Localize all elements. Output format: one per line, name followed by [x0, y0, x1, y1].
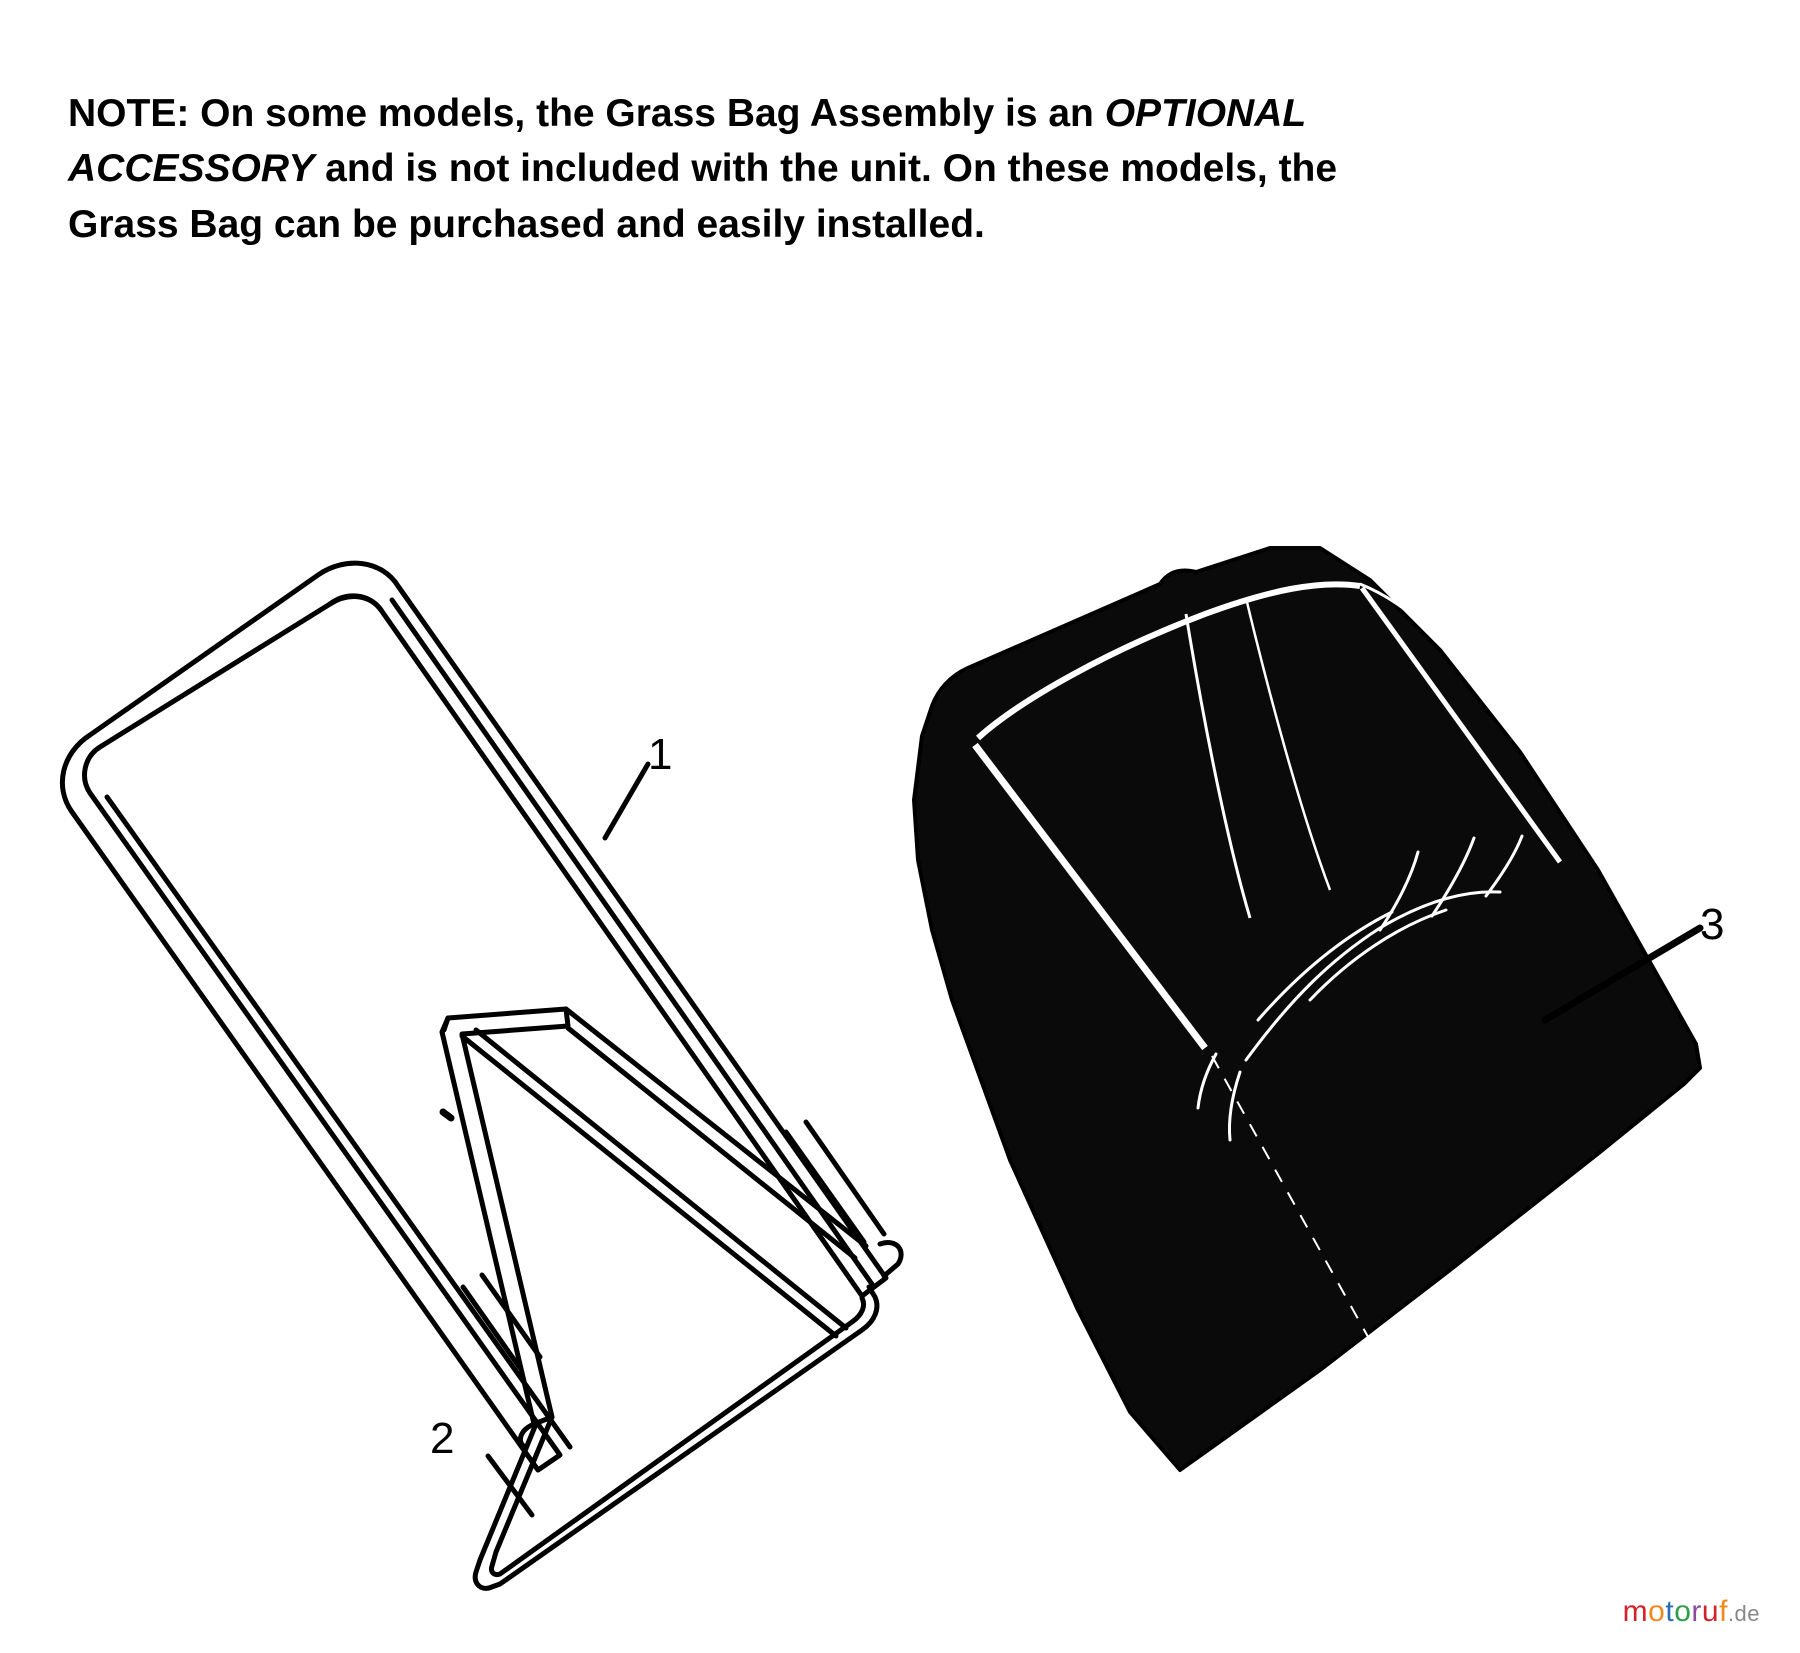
watermark-letter-t: t	[1665, 1595, 1675, 1628]
callout-1-leader	[605, 764, 648, 838]
frame-lower-support-diagonal-2	[568, 1028, 855, 1258]
motoruf-watermark	[1623, 1595, 1760, 1629]
frame-top-bend	[330, 596, 381, 610]
note-line-1-text: NOTE: On some models, the Grass Bag Assembly is an	[68, 92, 1105, 135]
frame-lower-support-diagonal	[566, 1009, 866, 1246]
grass-bag-illustration	[914, 548, 1712, 1470]
note-line-2-text: and is not included with the unit. On these models, the	[314, 147, 1338, 191]
watermark-suffix: .de	[1727, 1601, 1760, 1626]
frame-right-rail-inner	[392, 600, 874, 1287]
watermark-letter-o1: o	[1648, 1595, 1666, 1628]
note-emphasis-accessory: ACCESSORY	[68, 147, 315, 191]
grass-bag-frame-illustration	[62, 563, 901, 1588]
watermark-letter-u: u	[1701, 1595, 1720, 1628]
callout-label-1: 1	[648, 730, 673, 779]
note-line-3: Grass Bag can be purchased and easily installed.	[68, 202, 985, 246]
frame-cross-brace	[462, 1036, 836, 1336]
watermark-letter-o2: o	[1674, 1595, 1692, 1628]
note-emphasis-optional: OPTIONAL	[1104, 92, 1307, 135]
frame-left-rail-inner	[107, 797, 570, 1447]
watermark-letter-f: f	[1719, 1595, 1728, 1628]
frame-bottom-stand	[475, 1287, 877, 1588]
frame-cross-brace-2	[476, 1030, 846, 1328]
frame-small-nub	[443, 1112, 451, 1118]
callout-label-3: 3	[1700, 900, 1725, 949]
grass-bag-body	[914, 548, 1700, 1470]
watermark-letter-m: m	[1622, 1595, 1649, 1628]
watermark-letter-r: r	[1691, 1595, 1702, 1628]
callout-label-2: 2	[430, 1414, 455, 1463]
